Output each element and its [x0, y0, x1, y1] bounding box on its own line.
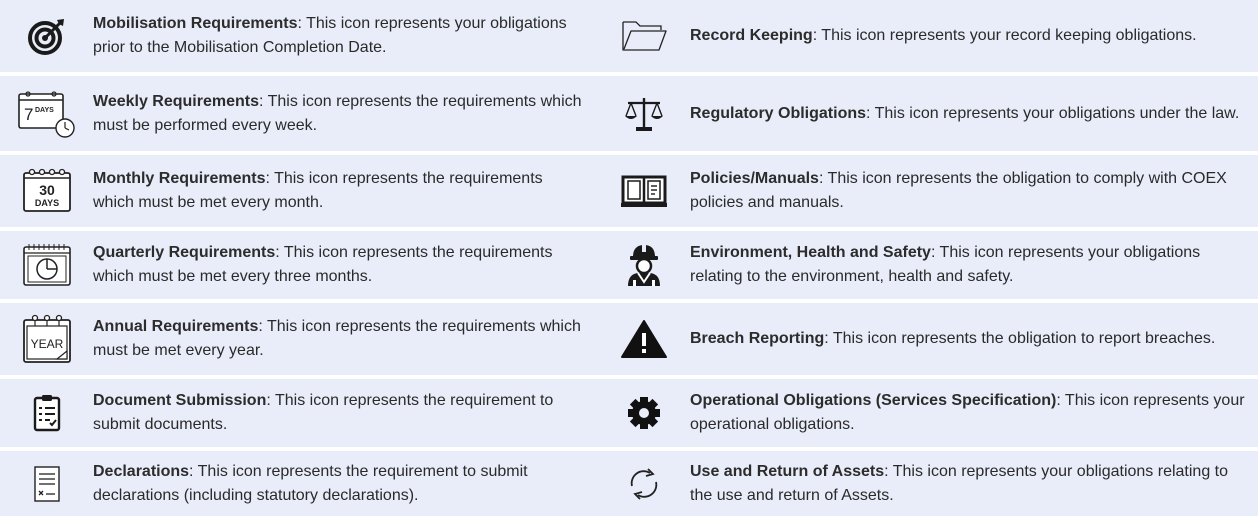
icon-text: DAYS — [34, 106, 54, 114]
legend-text — [93, 167, 597, 215]
legend-row-breach — [597, 303, 1258, 379]
scales-icon — [597, 94, 690, 134]
legend-title: Regulatory Obligations — [690, 104, 867, 122]
target-icon — [0, 16, 93, 56]
legend-title: Monthly Requirements — [93, 170, 266, 187]
legend-description: : This icon represents the obligation to comply with COEX policies and manuals. — [690, 170, 1227, 211]
legend-text — [690, 241, 1258, 289]
legend-title: Weekly Requirements — [93, 92, 259, 110]
legend-row-record-keeping — [597, 0, 1258, 76]
legend-description: : This icon represents your obligations relating to the environment, health and safety. — [690, 244, 1201, 285]
legend-title: Declarations — [93, 462, 190, 480]
legend-row-declarations — [0, 451, 597, 516]
weekly-calendar-icon — [0, 88, 93, 140]
legend-row-operational — [597, 379, 1258, 451]
legend-description: : This icon represents the requirements which must be met every month. — [93, 170, 543, 211]
legend-title: Use and Return of Assets — [690, 462, 885, 480]
legend-text — [690, 167, 1258, 215]
legend-description: : This icon represents your obligations under the law. — [866, 104, 1240, 122]
annual-calendar-icon — [0, 312, 93, 366]
legend-row-ehs — [597, 231, 1258, 303]
legend-text — [93, 241, 597, 289]
warning-triangle-icon — [597, 318, 690, 360]
cycle-arrows-icon — [597, 464, 690, 504]
legend-text — [690, 327, 1225, 351]
legend-description: : This icon represents your operational obligations. — [690, 392, 1245, 433]
legend-text — [690, 24, 1207, 48]
legend-text — [93, 90, 597, 138]
legend-row-mobilisation — [0, 0, 597, 76]
legend-title: Mobilisation Requirements — [93, 15, 298, 32]
declaration-form-icon — [0, 464, 93, 504]
legend-row-quarterly — [0, 231, 597, 303]
legend-description: : This icon represents the requirement to submit documents. — [93, 392, 554, 433]
legend-title: Record Keeping — [690, 27, 813, 44]
monthly-calendar-icon — [0, 165, 93, 217]
legend-title: Document Submission — [93, 392, 267, 409]
quarterly-calendar-icon — [0, 241, 93, 289]
legend-text — [690, 102, 1249, 126]
legend-title: Policies/Manuals — [690, 170, 819, 187]
legend-title: Operational Obligations (Services Specification) — [690, 392, 1057, 409]
legend-column-right — [597, 0, 1258, 516]
legend-description: : This icon represents the requirement to submit declarations (including statutory declarations). — [93, 462, 528, 504]
legend-title: Annual Requirements — [93, 318, 259, 335]
legend-description: : This icon represents the obligation to report breaches. — [824, 330, 1216, 347]
folder-icon — [597, 16, 690, 56]
legend-text — [93, 460, 597, 508]
legend-text — [93, 12, 597, 60]
manual-book-icon — [597, 173, 690, 209]
legend-title: Breach Reporting — [690, 330, 825, 347]
safety-worker-icon — [597, 242, 690, 288]
legend-row-weekly — [0, 76, 597, 155]
legend-row-monthly — [0, 155, 597, 231]
icon-text: 7 — [23, 104, 33, 124]
icon-text: YEAR — [30, 337, 63, 351]
icon-text: DAYS — [34, 198, 59, 208]
legend-text — [690, 460, 1258, 508]
legend-text — [93, 389, 597, 437]
clipboard-checklist-icon — [0, 393, 93, 433]
gear-icon — [597, 393, 690, 433]
legend-description: : This icon represents your obligations prior to the Mobilisation Completion Date. — [93, 15, 567, 56]
legend-text — [690, 389, 1258, 437]
legend-description: : This icon represents your obligations relating to the use and return of Assets. — [690, 462, 1229, 504]
legend-description: : This icon represents the requirements which must be met every year. — [93, 318, 581, 359]
legend-row-policies — [597, 155, 1258, 231]
legend-column-left — [0, 0, 597, 516]
legend-title: Environment, Health and Safety — [690, 244, 931, 261]
legend-row-annual — [0, 303, 597, 379]
icon-text: 30 — [38, 182, 55, 198]
legend-row-document-submission — [0, 379, 597, 451]
legend-description: : This icon represents the requirements which must be performed every week. — [93, 92, 582, 134]
legend-title: Quarterly Requirements — [93, 244, 276, 261]
legend-description: : This icon represents the requirements which must be met every three months. — [93, 244, 553, 285]
legend-row-assets — [597, 451, 1258, 516]
legend-row-regulatory — [597, 76, 1258, 155]
legend-description: : This icon represents your record keeping obligations. — [812, 27, 1197, 44]
legend-text — [93, 315, 597, 363]
